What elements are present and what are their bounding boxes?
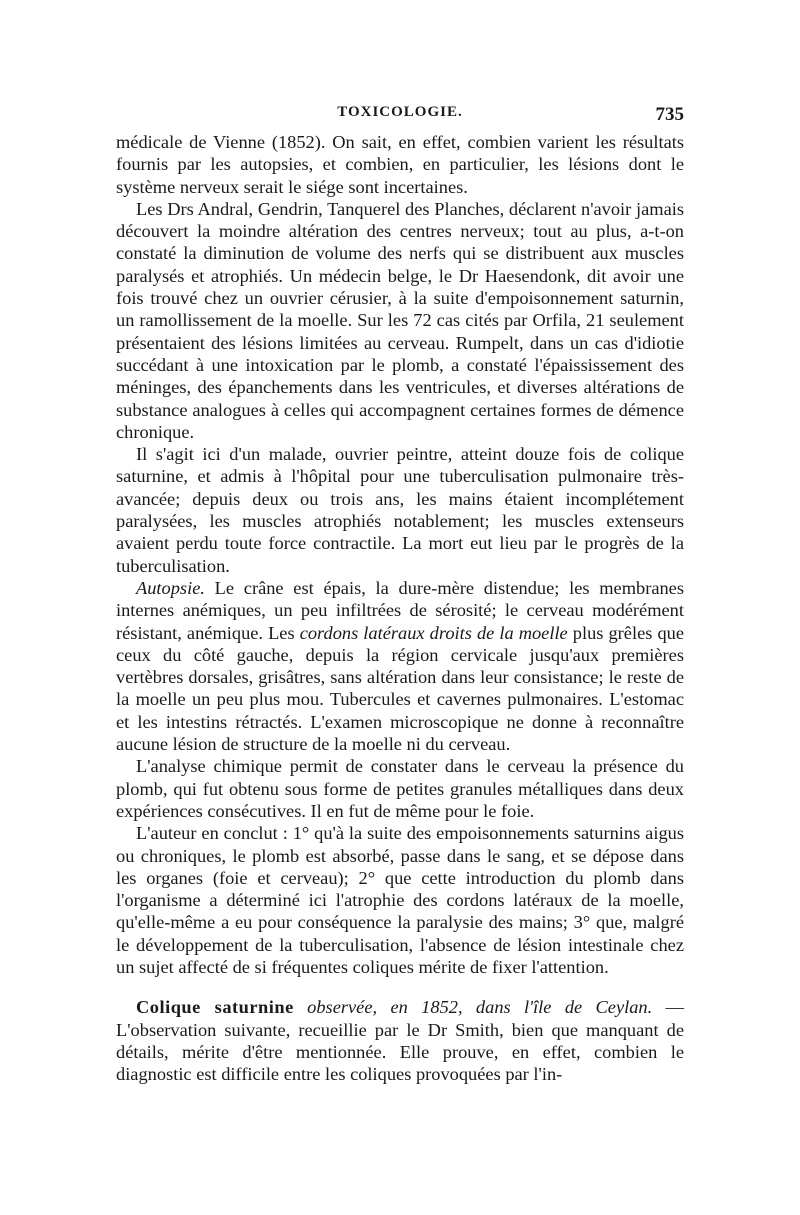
section-text: — L'observation suivante, recueillie par le Dr Smith, bien que manquant de détails, mérite d'être mentionnée. Elle prouve, en effet, combien le diagnostic est difficile entre les coliques provoquées par l'in- [116,997,684,1085]
paragraph-2-text: Les Drs Andral, Gendrin, Tanquerel des Planches, déclarent n'avoir jamais découvert la moindre altération des centres nerveux; tout au plus, a-t-on constaté la diminution de volume des nerfs qui se distribuent aux muscles paralysés et atrophiés. Un médecin belge, le Dr Haesendonk, dit avoir une fois trouvé chez un ouvrier cérusier, à la suite d'empoisonnement saturnin, un ramollissement de la moelle. Sur les 72 cas cités par Orfila, 21 seulement présentaient des lésions limitées au cerveau. Rumpelt, dans un cas d'idiotie succédant à une intoxication par le plomb, a constaté l'épaississement des méninges, des épanchements dans les ventricules, et diverses altérations de substance analogues à celles qui accompagnent certaines formes de démence chronique. [116,198,684,442]
section-paragraph [116,996,684,1085]
paragraph-2 [116,198,684,443]
page-header [116,104,684,128]
page-body [116,131,684,1085]
paragraph-4-text: Le crâne est épais, la dure-mère distendue; les membranes internes anémiques, un peu infiltrées de sérosité; le cerveau modérément résistant, anémique. Les [116,577,684,643]
paragraph-1 [116,131,684,198]
section-subtitle: observée, en 1852, dans l'île de Ceylan. [293,997,653,1018]
autopsie-label: Autopsie. [136,577,205,598]
paragraph-6 [116,822,684,978]
paragraph-6-text: L'auteur en conclut : 1° qu'à la suite des empoisonnements saturnins aigus ou chroniques, le plomb est absorbé, passe dans le sang, et se dépose dans les organes (foie et cerveau); 2° que cette introduction du plomb dans l'organisme a déterminé ici l'atrophie des cordons latéraux de la moelle, qu'elle-même a eu pour conséquence la paralysie des mains; 3° que, malgré le développement de la tuberculisation, l'absence de lésion intestinale chez un sujet affecté de si fréquentes coliques mérite de fixer l'attention. [116,823,684,977]
paragraph-4 [116,577,684,755]
paragraph-5 [116,755,684,822]
page-number: 735 [655,104,684,125]
paragraph-4-text-after: plus grêles que ceux du côté gauche, depuis la région cervicale jusqu'aux premières vertèbres dorsales, grisâtres, sans altération dans leur consistance; le reste de la moelle un peu plus mou. Tubercules et cavernes pulmonaires. L'estomac et les intestins rétractés. L'examen microscopique ne donne à reconnaître aucune lésion de structure de la moelle ni du cerveau. [116,622,685,755]
paragraph-1-text: médicale de Vienne (1852). On sait, en effet, combien varient les résultats fournis par les autopsies, et combien, en particulier, les lésions dont le système nerveux serait le siége sont incertaines. [116,132,684,197]
section-title: Colique saturnine [136,997,294,1018]
paragraph-4-italic: cordons latéraux droits de la moelle [299,622,568,643]
paragraph-3 [116,443,684,577]
paragraph-5-text: L'analyse chimique permit de constater dans le cerveau la présence du plomb, qui fut obtenu sous forme de petites granules métalliques dans deux expériences consécutives. Il en fut de même pour le foie. [116,756,684,821]
paragraph-3-text: Il s'agit ici d'un malade, ouvrier peintre, atteint douze fois de colique saturnine, et admis à l'hôpital pour une tuberculisation pulmonaire très-avancée; depuis deux ou trois ans, les mains étaient incomplétement paralysées, les muscles atrophiés notablement; les muscles extenseurs avaient perdu toute force contractile. La mort eut lieu par le progrès de la tuberculisation. [116,444,684,576]
running-head: TOXICOLOGIE. [337,104,463,120]
